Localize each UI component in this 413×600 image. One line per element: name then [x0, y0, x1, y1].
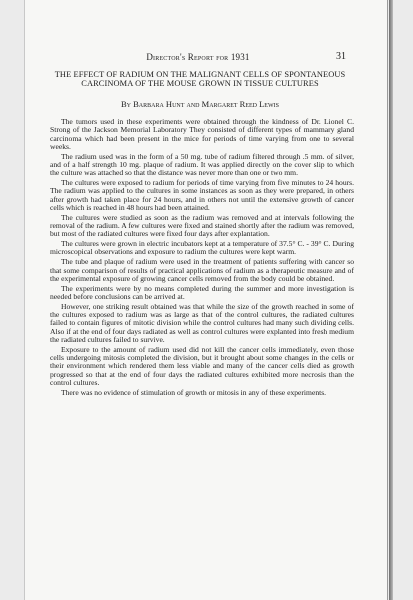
article-body	[50, 118, 354, 399]
running-header: Director's Report for 1931	[146, 52, 250, 62]
page-header	[48, 52, 348, 66]
article-title: THE EFFECT OF RADIUM ON THE MALIGNANT CELLS OF SPONTANEOUS CARCINOMA OF THE MOUSE GROWN IN TISSUE CULTURES	[54, 70, 346, 88]
paragraph: The cultures were studied as soon as the radium was removed and at intervals following the removal of the radium. A few cultures were fixed and stained shortly after the radium was removed, but most of the radiated cultures were fixed four days after explantation.	[50, 212, 354, 239]
paragraph: The experiments were by no means completed during the summer and more investigation is needed before conclusions can be arrived at.	[50, 283, 354, 301]
paragraph: The tube and plaque of radium were used in the treatment of patients suffering with cancer so that some comparison of results of practical applications of radium as a therapeutic measure and of the experimental exposure of growing cancer cells removed from the body could be obtained.	[50, 257, 354, 283]
page-number: 31	[336, 51, 346, 62]
paragraph: The cultures were grown in electric incubators kept at a temperature of 37.5° C. - 39° C. During microscopical observations and exposure to radium the cultures were kept warm.	[50, 239, 354, 257]
paragraph: There was no evidence of stimulation of growth or mitosis in any of these experiments.	[61, 387, 327, 397]
page-edge-shadow	[389, 0, 393, 600]
paragraph: Exposure to the amount of radium used did not kill the cancer cells immediately, even those cells undergoing mitosis completed the division, but it brought about some changes in the cells or their environment which rendered them less viable and many of the cancer cells died as growth progressed so that at the end of four days the radiated cultures exhibited more necrosis than the control cultures.	[50, 344, 354, 387]
paragraph: The radium used was in the form of a 50 mg. tube of radium filtered through .5 mm. of silver, and of a half strength 10 mg. plaque of radium. It was applied directly on the cover slip to which the culture was attached so that the distance was never more than one or two mm.	[50, 151, 354, 178]
paragraph: The cultures were exposed to radium for periods of time varying from five minutes to 24 hours. The radium was applied to the cultures in some instances as soon as they were prepared, in others after growth had taken place for 24 hours, and in others not until the extensive growth of cancer cells which is reached in 48 hours had been attained.	[50, 178, 354, 212]
paragraph: The tumors used in these experiments were obtained through the kindness of Dr. Lionel C. Strong of the Jackson Memorial Laboratory They consisted of different types of mammary gland carcinoma which had been present in the mice for periods of time varying from one to several weeks.	[50, 117, 354, 151]
author-byline: By Barbara Hunt and Margaret Reed Lewis	[121, 99, 279, 109]
paragraph: However, one striking result obtained was that while the size of the growth reached in some of the cultures exposed to radium was as large as that of the control cultures, the radiated cultures failed to contain figures of mitotic division while the control cultures had many such dividing cells. Also if at the end of four days radiated as well as control cultures were explanted into fresh medium the radiated cultures failed to survive.	[50, 301, 354, 344]
